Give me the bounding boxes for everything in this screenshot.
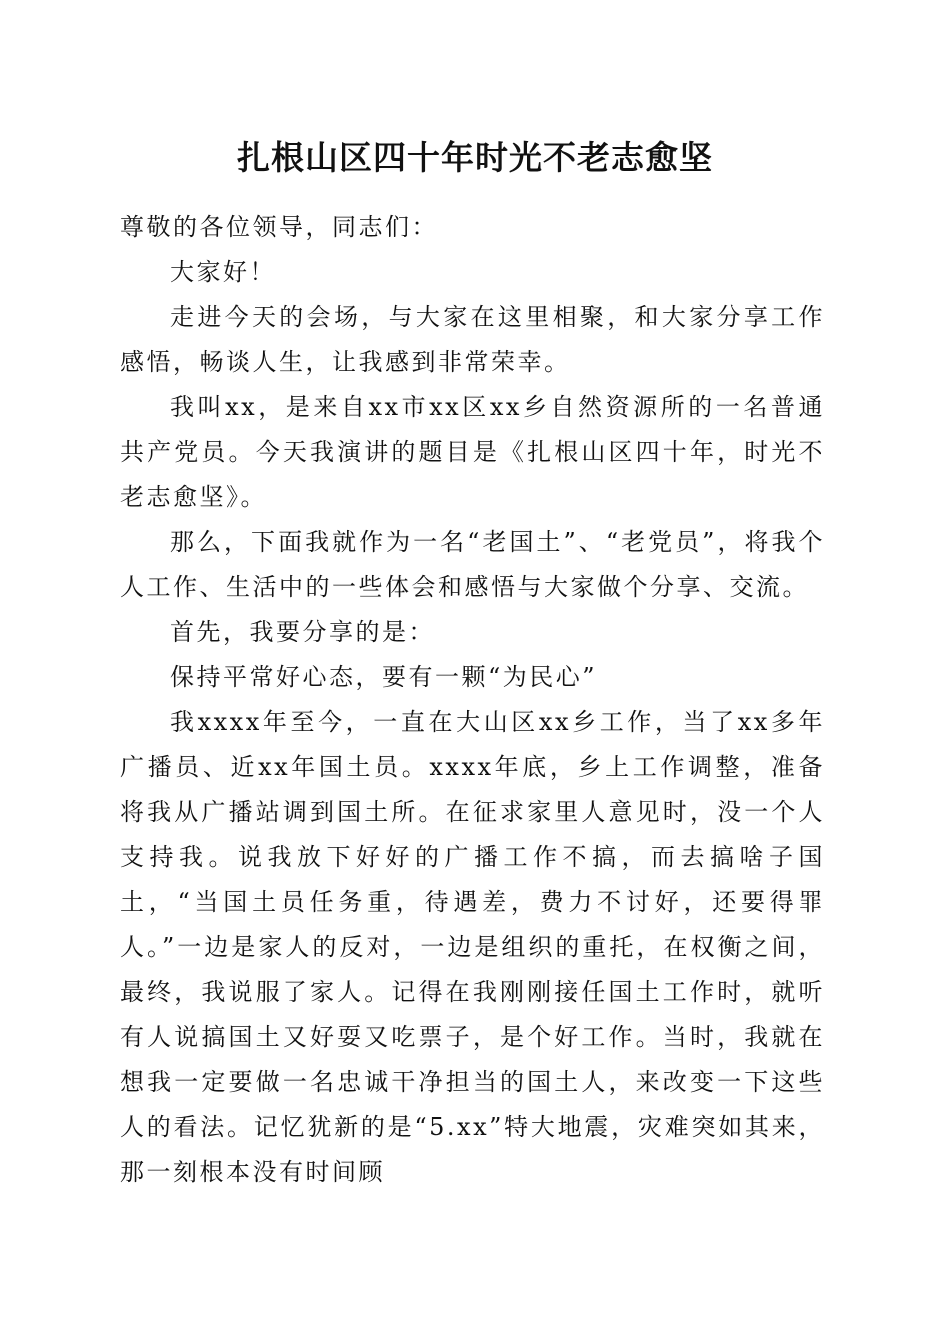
paragraph-intro: 走进今天的会场，与大家在这里相聚，和大家分享工作感悟，畅谈人生，让我感到非常荣幸。 [120, 303, 825, 376]
document-body [120, 205, 825, 1195]
section-heading: 保持平常好心态，要有一颗“为民心” [170, 663, 598, 691]
paragraph-greeting: 大家好！ [170, 258, 276, 286]
document-title: 扎根山区四十年时光不老志愈坚 [237, 138, 713, 177]
salutation: 尊敬的各位领导，同志们： [120, 213, 438, 241]
paragraph-sharing: 那么，下面我就作为一名“老国土”、“老党员”，将我个人工作、生活中的一些体会和感悟与大家做个分享、交流。 [120, 528, 825, 601]
paragraph-first-point-lead: 首先，我要分享的是： [170, 618, 435, 646]
paragraph-self-introduction: 我叫xx，是来自xx市xx区xx乡自然资源所的一名普通共产党员。今天我演讲的题目是《扎根山区四十年，时光不老志愈坚》。 [120, 393, 825, 511]
paragraph-story: 我xxxx年至今，一直在大山区xx乡工作，当了xx多年广播员、近xx年国土员。xxxx年底，乡上工作调整，准备将我从广播站调到国土所。在征求家里人意见时，没一个人支持我。说我放下好好的广播工作不搞，而去搞啥子国土，“当国土员任务重，待遇差，费力不讨好，还要得罪人。”一边是家人的反对，一边是组织的重托，在权衡之间，最终，我说服了家人。记得在我刚刚接任国土工作时，就听有人说搞国土又好耍又吃票子，是个好工作。当时，我就在想我一定要做一名忠诚干净担当的国土人，来改变一下这些人的看法。记忆犹新的是“5.xx”特大地震，灾难突如其来，那一刻根本没有时间顾 [120, 708, 825, 1186]
